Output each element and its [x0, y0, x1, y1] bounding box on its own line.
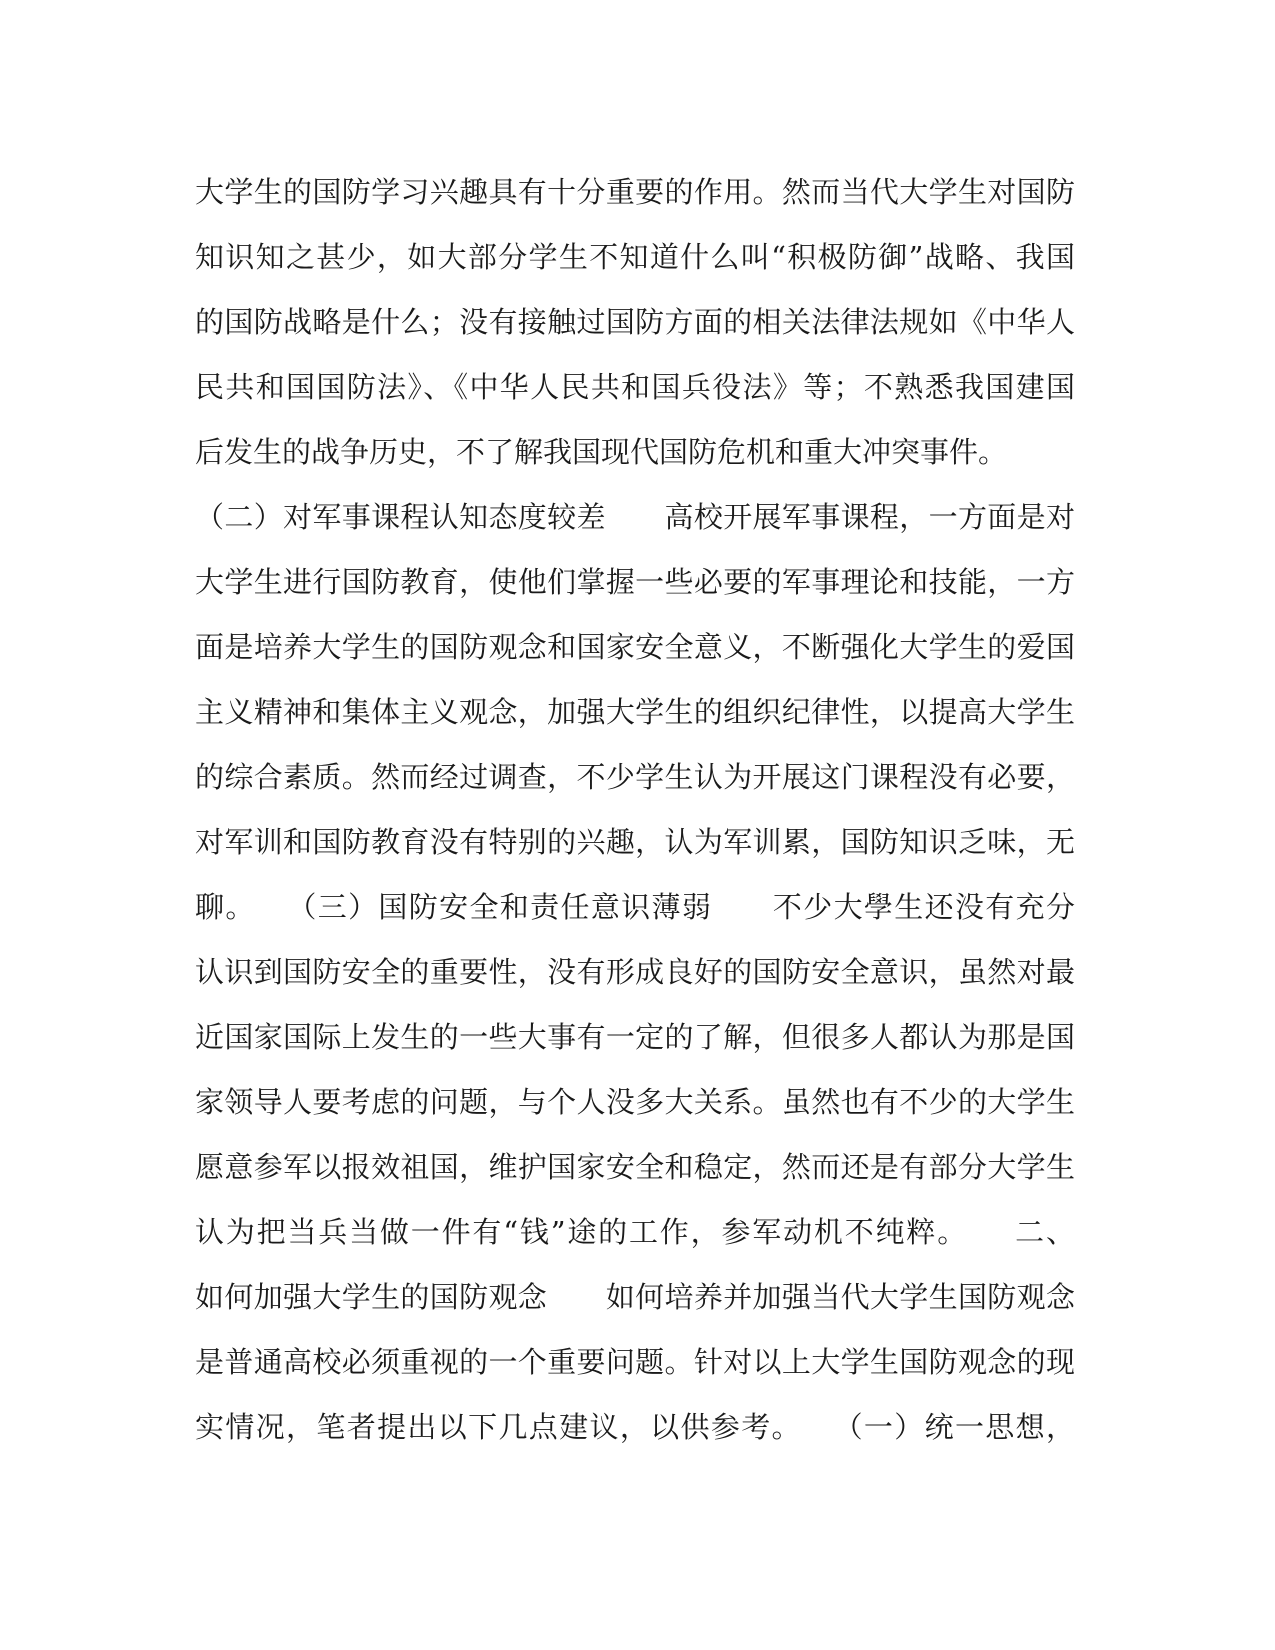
text-line: 是普通高校必须重视的一个重要问题。针对以上大学生国防观念的现 — [195, 1345, 1075, 1379]
text-line: 大学生进行国防教育，使他们掌握一些必要的军事理论和技能，一方 — [195, 565, 1075, 599]
text-line: 大学生的国防学习兴趣具有十分重要的作用。然而当代大学生对国防 — [195, 175, 1075, 209]
text-line: （二）对军事课程认知态度较差 高校开展军事课程，一方面是对 — [195, 500, 1075, 534]
text-line: 家领导人要考虑的问题，与个人没多大关系。虽然也有不少的大学生 — [195, 1085, 1075, 1119]
text-line: 对军训和国防教育没有特别的兴趣，认为军训累，国防知识乏味，无 — [195, 825, 1075, 859]
text-line: 认为把当兵当做一件有“钱”途的工作，参军动机不纯粹。 二、 — [195, 1215, 1075, 1249]
text-line: 面是培养大学生的国防观念和国家安全意义，不断强化大学生的爱国 — [195, 630, 1075, 664]
body-text — [195, 160, 1075, 1460]
text-line: 后发生的战争历史，不了解我国现代国防危机和重大冲突事件。 — [195, 435, 1008, 469]
text-line: 实情况，笔者提出以下几点建议，以供参考。 （一）统一思想， — [195, 1410, 1075, 1444]
text-line: 知识知之甚少，如大部分学生不知道什么叫“积极防御”战略、我国 — [195, 240, 1075, 274]
text-line: 如何加强大学生的国防观念 如何培养并加强当代大学生国防观念 — [195, 1280, 1075, 1314]
text-line: 主义精神和集体主义观念，加强大学生的组织纪律性，以提高大学生 — [195, 695, 1075, 729]
text-line: 近国家国际上发生的一些大事有一定的了解，但很多人都认为那是国 — [195, 1020, 1075, 1054]
text-line: 认识到国防安全的重要性，没有形成良好的国防安全意识，虽然对最 — [195, 955, 1075, 989]
text-line: 的国防战略是什么；没有接触过国防方面的相关法律法规如《中华人 — [195, 305, 1075, 339]
text-line: 聊。 （三）国防安全和责任意识薄弱 不少大學生还没有充分 — [195, 890, 1075, 924]
text-line: 民共和国国防法》、《中华人民共和国兵役法》等；不熟悉我国建国 — [195, 370, 1075, 404]
text-line: 愿意参军以报效祖国，维护国家安全和稳定，然而还是有部分大学生 — [195, 1150, 1075, 1184]
text-line: 的综合素质。然而经过调查，不少学生认为开展这门课程没有必要， — [195, 760, 1075, 794]
